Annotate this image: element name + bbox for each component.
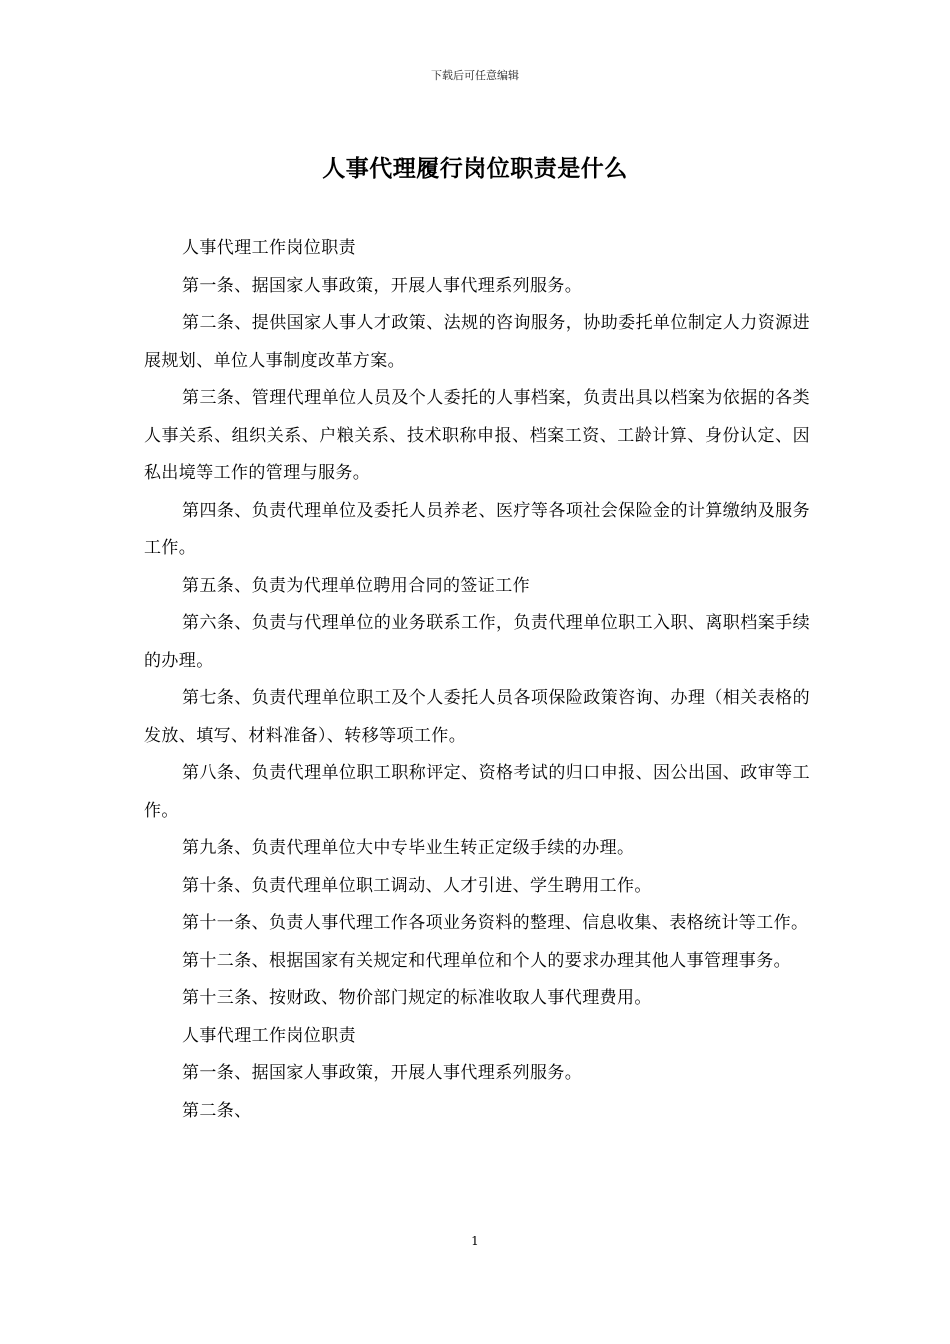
document-title: 人事代理履行岗位职责是什么 — [322, 155, 628, 182]
paragraph: 第十三条、按财政、物价部门规定的标准收取人事代理费用。 — [182, 988, 652, 1008]
paragraph: 第五条、负责为代理单位聘用合同的签证工作 — [182, 575, 530, 596]
paragraph: 第八条、负责代理单位职工职称评定、资格考试的归口申报、因公出国、政审等工作。 — [144, 763, 810, 821]
paragraph: 人事代理工作岗位职责 — [182, 1025, 356, 1046]
document-body — [144, 230, 810, 1130]
paragraph: 人事代理工作岗位职责 — [182, 238, 356, 258]
paragraph: 第四条、负责代理单位及委托人员养老、医疗等各项社会保险金的计算缴纳及服务工作。 — [144, 500, 810, 558]
paragraph: 第十条、负责代理单位职工调动、人才引进、学生聘用工作。 — [182, 875, 652, 896]
paragraph: 第二条、 — [182, 1100, 252, 1121]
page-number: 1 — [471, 1234, 479, 1248]
paragraph: 第二条、提供国家人事人才政策、法规的咨询服务，协助委托单位制定人力资源进展规划、单位人事制度改革方案。 — [144, 313, 810, 371]
paragraph: 第十二条、根据国家有关规定和代理单位和个人的要求办理其他人事管理事务。 — [182, 950, 791, 971]
paragraph: 第十一条、负责人事代理工作各项业务资料的整理、信息收集、表格统计等工作。 — [182, 913, 809, 933]
paragraph: 第一条、据国家人事政策，开展人事代理系列服务。 — [182, 275, 583, 296]
paragraph: 第七条、负责代理单位职工及个人委托人员各项保险政策咨询、办理（相关表格的发放、填写、材料准备）、转移等项工作。 — [144, 688, 810, 746]
paragraph: 第九条、负责代理单位大中专毕业生转正定级手续的办理。 — [182, 838, 635, 858]
paragraph: 第一条、据国家人事政策，开展人事代理系列服务。 — [182, 1063, 583, 1083]
paragraph: 第三条、管理代理单位人员及个人委托的人事档案，负责出具以档案为依据的各类人事关系、组织关系、户粮关系、技术职称申报、档案工资、工龄计算、身份认定、因私出境等工作的管理与服务。 — [144, 388, 810, 483]
paragraph: 第六条、负责与代理单位的业务联系工作，负责代理单位职工入职、离职档案手续的办理。 — [144, 613, 810, 671]
header-note: 下载后可任意编辑 — [431, 69, 519, 82]
